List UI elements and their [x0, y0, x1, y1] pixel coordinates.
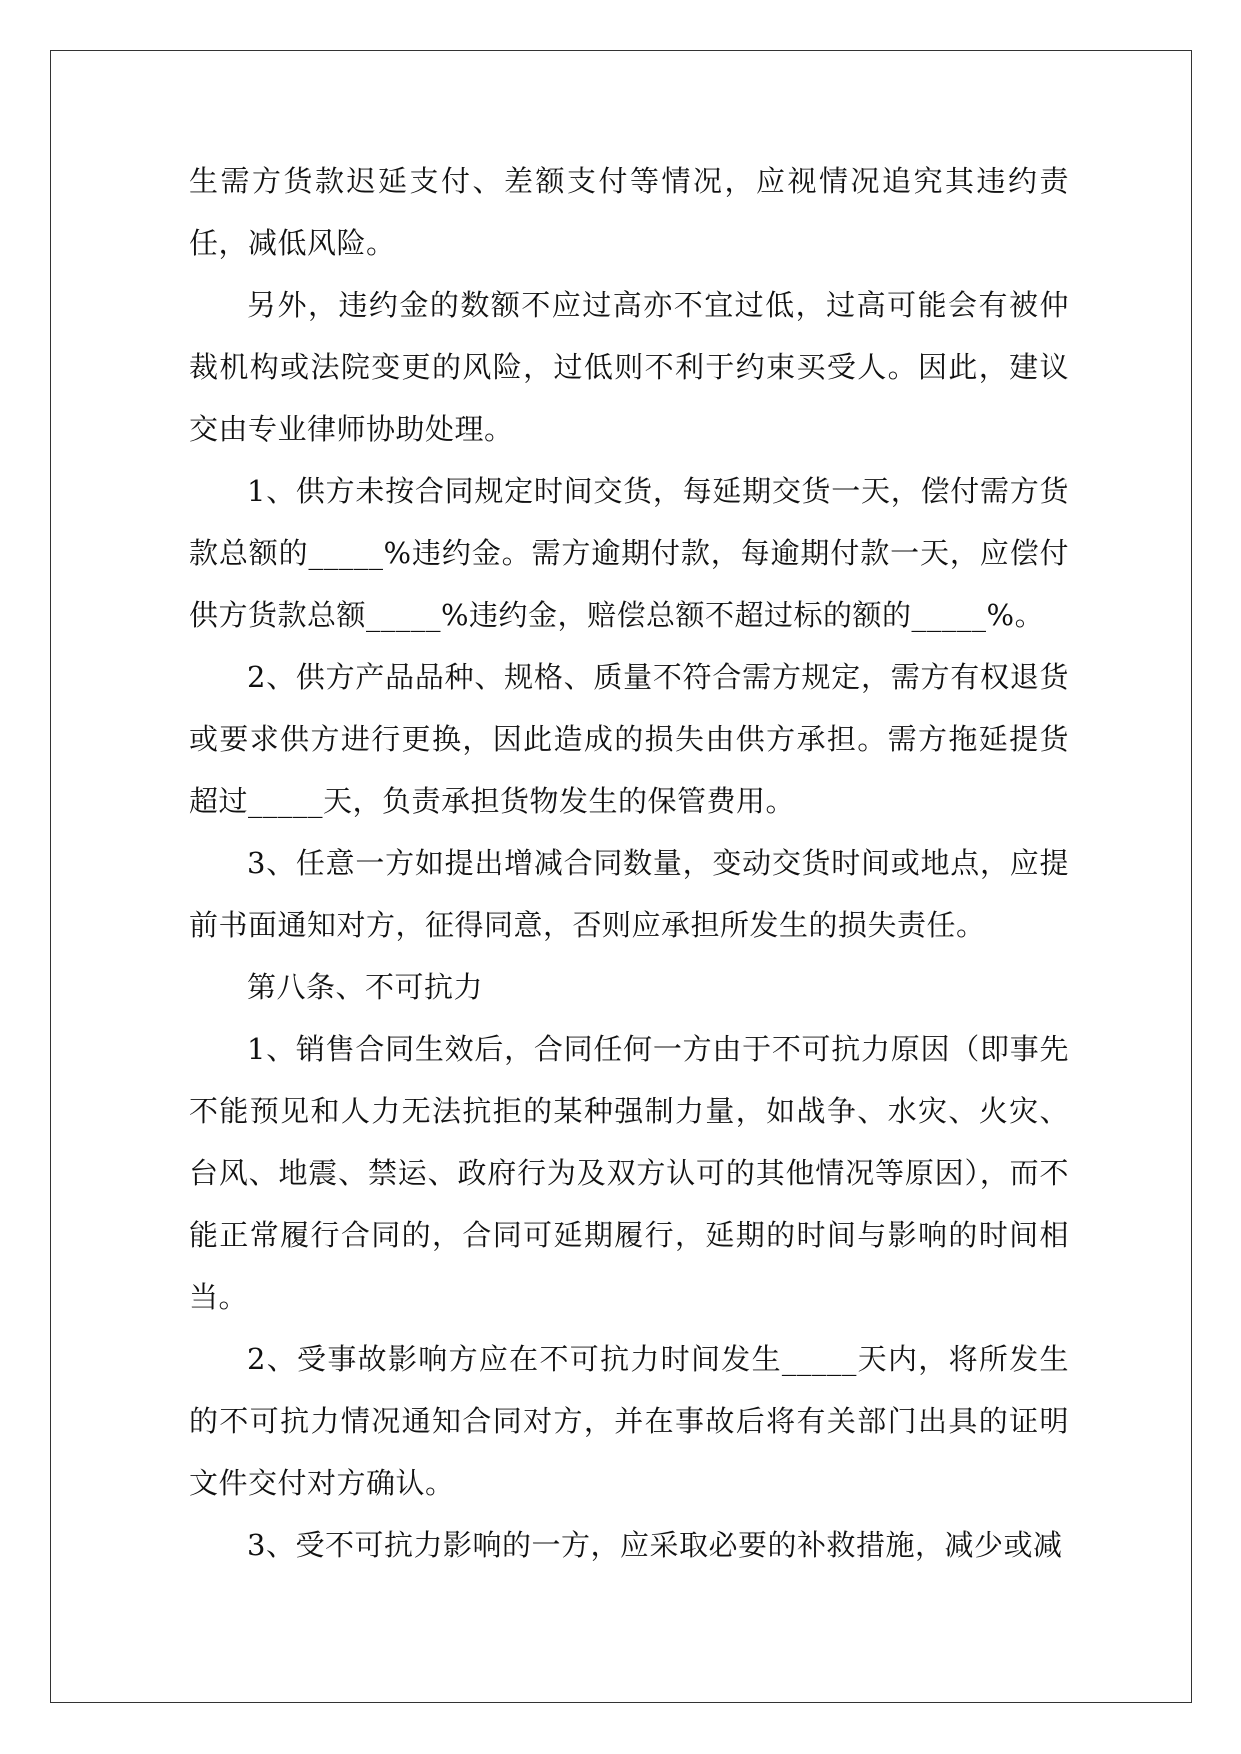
document-body — [189, 150, 1069, 1576]
paragraph-force-majeure-1: 1、销售合同生效后，合同任何一方由于不可抗力原因（即事先不能预见和人力无法抗拒的某种强制力量，如战争、水灾、火灾、台风、地震、禁运、政府行为及双方认可的其他情况等原因），而不能正常履行合同的，合同可延期履行，延期的时间与影响的时间相当。 — [189, 1032, 1069, 1314]
paragraph-force-majeure-2: 2、受事故影响方应在不可抗力时间发生_____天内，将所发生的不可抗力情况通知合同对方，并在事故后将有关部门出具的证明文件交付对方确认。 — [189, 1342, 1069, 1500]
paragraph-clause-3-changes: 3、任意一方如提出增减合同数量，变动交货时间或地点，应提前书面通知对方，征得同意，否则应承担所发生的损失责任。 — [189, 846, 1069, 942]
paragraph-liquidated-damages-note: 另外，违约金的数额不应过高亦不宜过低，过高可能会有被仲裁机构或法院变更的风险，过低则不利于约束买受人。因此，建议交由专业律师协助处理。 — [189, 288, 1069, 446]
paragraph-clause-1-late-delivery: 1、供方未按合同规定时间交货，每延期交货一天，偿付需方货款总额的_____%违约金。需方逾期付款，每逾期付款一天，应偿付供方货款总额_____%违约金，赔偿总额不超过标的额的_____%。 — [189, 474, 1069, 632]
paragraph-clause-2-quality: 2、供方产品品种、规格、质量不符合需方规定，需方有权退货或要求供方进行更换，因此造成的损失由供方承担。需方拖延提货超过_____天，负责承担货物发生的保管费用。 — [189, 660, 1069, 818]
section-heading-force-majeure: 第八条、不可抗力 — [247, 970, 484, 1004]
paragraph-continuation: 生需方货款迟延支付、差额支付等情况，应视情况追究其违约责任，减低风险。 — [189, 164, 1069, 260]
paragraph-force-majeure-3: 3、受不可抗力影响的一方，应采取必要的补救措施，减少或减 — [247, 1528, 1063, 1562]
